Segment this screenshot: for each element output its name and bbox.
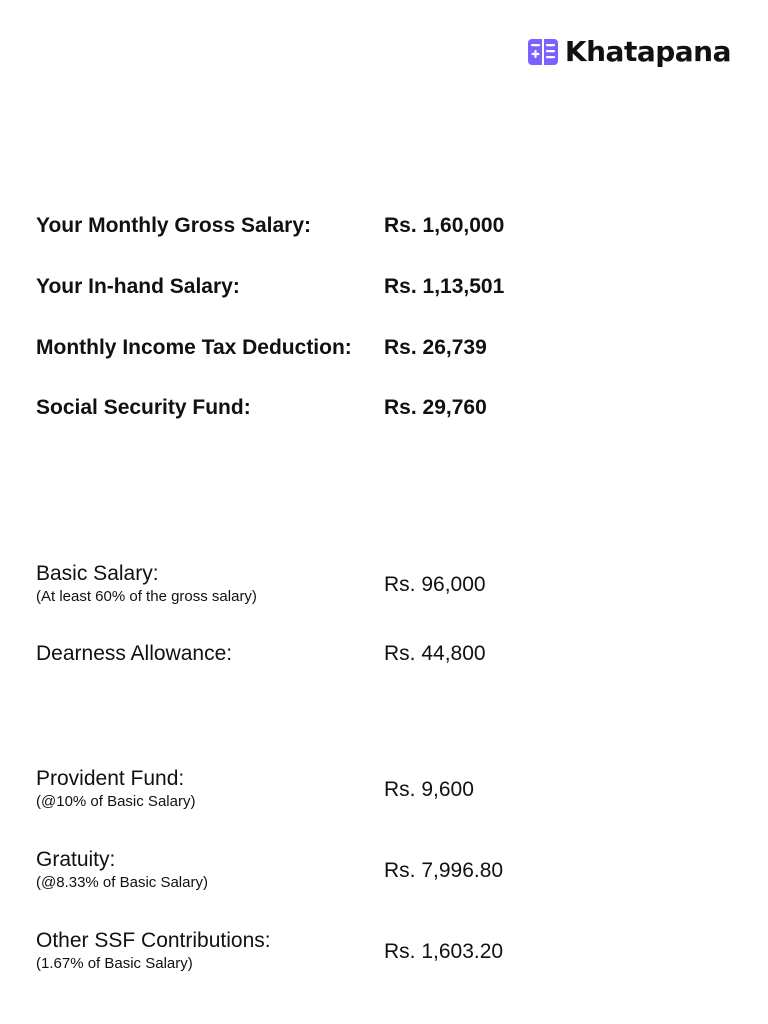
summary-label: Monthly Income Tax Deduction: xyxy=(36,336,352,359)
brand-name: Khatapana xyxy=(564,35,731,68)
book-ledger-icon xyxy=(527,36,559,68)
summary-label: Social Security Fund: xyxy=(36,396,251,419)
breakdown-row-dearness-allowance xyxy=(36,642,736,665)
ssf-label: Other SSF Contributions: xyxy=(36,929,271,952)
ssf-note: (@8.33% of Basic Salary) xyxy=(36,874,208,892)
summary-value: Rs. 1,60,000 xyxy=(384,214,505,237)
summary-value: Rs. 26,739 xyxy=(384,336,487,359)
ssf-label: Gratuity: xyxy=(36,848,116,871)
breakdown-label: Dearness Allowance: xyxy=(36,642,233,665)
summary-row-income-tax xyxy=(36,336,736,359)
ssf-note: (@10% of Basic Salary) xyxy=(36,793,196,811)
ssf-row-gratuity xyxy=(36,848,736,892)
summary-value: Rs. 29,760 xyxy=(384,396,487,419)
breakdown-value: Rs. 96,000 xyxy=(384,572,486,596)
breakdown-row-basic-salary xyxy=(36,562,736,606)
summary-row-inhand-salary xyxy=(36,275,736,298)
summary-row-ssf xyxy=(36,396,736,419)
breakdown-value: Rs. 44,800 xyxy=(384,642,486,665)
breakdown-note: (At least 60% of the gross salary) xyxy=(36,588,257,606)
ssf-row-provident-fund xyxy=(36,767,736,811)
ssf-value: Rs. 9,600 xyxy=(384,777,474,801)
breakdown-label: Basic Salary: xyxy=(36,562,159,585)
summary-label: Your In-hand Salary: xyxy=(36,275,240,298)
ssf-value: Rs. 1,603.20 xyxy=(384,939,504,963)
summary-row-gross-salary xyxy=(36,214,736,237)
ssf-row-other-contributions xyxy=(36,929,736,973)
ssf-label: Provident Fund: xyxy=(36,767,185,790)
ssf-note: (1.67% of Basic Salary) xyxy=(36,955,193,973)
brand-logo xyxy=(527,36,731,68)
summary-label: Your Monthly Gross Salary: xyxy=(36,214,311,237)
summary-value: Rs. 1,13,501 xyxy=(384,275,505,298)
ssf-value: Rs. 7,996.80 xyxy=(384,858,504,882)
